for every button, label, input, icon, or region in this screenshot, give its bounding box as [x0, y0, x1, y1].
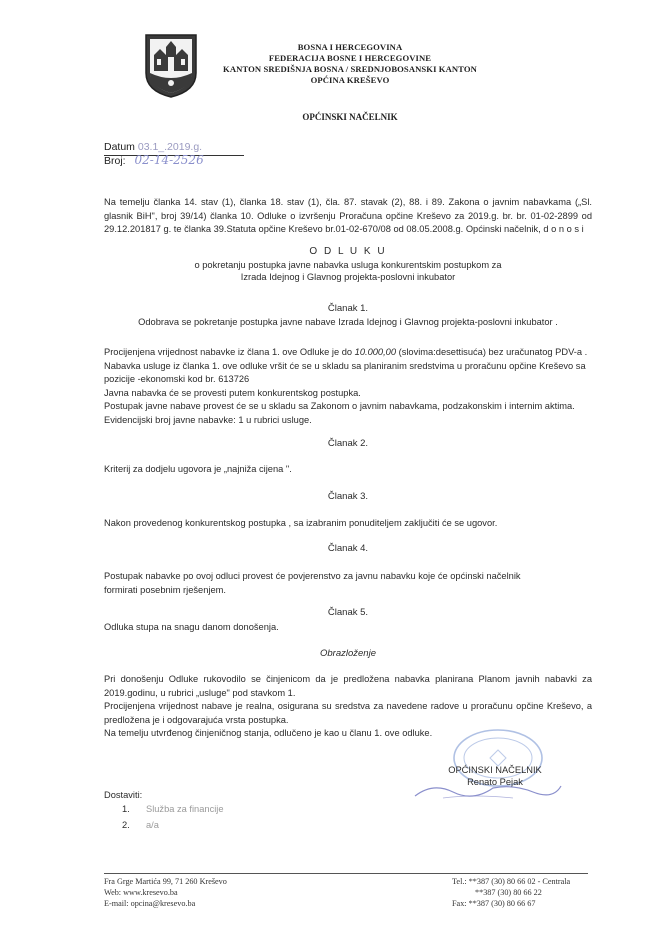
header-canton: KANTON SREDIŠNJA BOSNA / SREDNJOBOSANSKI KANTON — [223, 64, 477, 74]
footer-fax: Fax: **387 (30) 80 66 67 — [452, 899, 536, 908]
broj-row — [104, 153, 204, 167]
distribution-item-2-number: 2. — [122, 820, 130, 830]
procedure-text: Javna nabavka će se provesti putem konkurentskog postupka. — [104, 387, 361, 398]
reasoning-p2: Procijenjena vrijednost nabave je realna, osigurana su sredstva za navedene radove u proračunu opčine Kreševo, a predložena je i odgovarajuća vrsta postupka. — [104, 701, 592, 725]
distribution-item-1-text: Služba za financije — [146, 804, 224, 814]
datum-label: Datum — [104, 141, 135, 153]
article-3-title: Članak 3. — [327, 491, 369, 502]
value-paragraph — [104, 346, 592, 427]
header-federation: FEDERACIJA BOSNE I HERCEGOVINE — [268, 53, 432, 63]
header-country: BOSNA I HERCEGOVINA — [297, 42, 403, 52]
signature-name: Renato Pejak — [467, 777, 523, 787]
article-2-text: Kriterij za dodjelu ugovora je „najniža cijena ". — [104, 464, 292, 474]
municipality-crest-logo — [144, 33, 198, 99]
footer-tel-central: Tel.: **387 (30) 80 66 02 - Centrala — [452, 877, 571, 886]
datum-value: 03.1_.2019.g. — [137, 141, 203, 153]
decision-subtitle-2: Izrada Idejnog i Glavnog projekta-poslovni inkubator — [240, 272, 456, 282]
footer-email: E-mail: opcina@kresevo.ba — [104, 899, 196, 908]
value-prefix: Procijenjena vrijednost nabavke iz člana 1. ove Odluke je do — [104, 347, 355, 357]
value-amount: 10.000,00 — [354, 347, 397, 357]
datum-row — [104, 141, 202, 153]
funding-text: Nabavka usluge iz članka 1. ove odluke vršit će se u skladu sa planiranim sredstvima u proračunu opčine Kreševo sa pozicije -ekonomski kod br. 613726 — [104, 360, 586, 384]
broj-handwritten-value: 02-14-2526 — [134, 153, 204, 167]
signature-title: OPĆINSKI NAČELNIK — [448, 765, 542, 775]
article-2-title: Članak 2. — [327, 438, 369, 449]
footer-address: Fra Grge Martića 99, 71 260 Kreševo — [104, 877, 227, 886]
decision-subtitle-1: o pokretanju postupka javne nabavka usluga konkurentskim postupkom za — [194, 260, 502, 270]
footer-divider — [104, 873, 588, 874]
law-text: Postupak javne nabave provest će se u skladu sa Zakonom o javnim nabavkama, podzakonskim i internim aktima. — [104, 401, 575, 411]
decision-title: O D L U K U — [309, 246, 387, 257]
intro-paragraph: Na temelju članka 14. stav (1), članka 18. stav (1), čla. 87. stavak (2), 88. i 89. Zakona o javnim nabavkama („Sl. glasnik BiH", broj 39/14) članka 10. Odluke o izvršenju Proračuna opčine Kreševo za 2019.g. br. br. 01-02-2899 od 29.12.201817 g. te članka 39.Statuta opčine Kreševo br.01-02-670/08 od 08.05.2008.g. Općinski načelnik, d o n o s i — [104, 197, 592, 234]
estimated-value-line — [104, 346, 592, 360]
article-3-text: Nakon provedenog konkurentskog postupka , sa izabranim ponuditeljem zaključiti će se ugovor. — [104, 518, 498, 528]
footer-tel-2: **387 (30) 80 66 22 — [475, 888, 542, 897]
footer-web: Web: www.kresevo.ba — [104, 888, 178, 897]
distribution-label: Dostaviti: — [104, 790, 143, 800]
article-5-title: Članak 5. — [327, 607, 369, 618]
header-office-title: OPĆINSKI NAČELNIK — [302, 112, 398, 122]
registry-text: Evidencijski broj javne nabavke: 1 u rubrici usluge. — [104, 414, 312, 425]
handwritten-signature — [413, 778, 563, 802]
reasoning-title: Obrazloženje — [320, 648, 376, 659]
article-1-title: Članak 1. — [327, 303, 369, 314]
header-municipality: OPĆINA KREŠEVO — [310, 75, 390, 85]
reasoning-p3: Na temelju utvrđenog činjeničnog stanja, odlučeno je kao u članu 1. ove odluke. — [104, 728, 433, 738]
article-4-text: Postupak nabavke po ovoj odluci provest će povjerenstvo za javnu nabavku koje će općinski načelnik formirati posebnim rješenjem. — [104, 571, 521, 595]
broj-label: Broj: — [104, 155, 126, 167]
value-suffix: (slovima:desettisuća) bez uračunatog PDV-a . — [396, 347, 588, 357]
reasoning-p1: Pri donošenju Odluke rukovodilo se činjenicom da je predložena nabavka planirana Planom javnih nabavki za 2019.godinu, u rubrici „usluge" pod stavkom 1. — [104, 674, 592, 698]
article-4-title: Članak 4. — [327, 543, 369, 554]
article-5-text: Odluka stupa na snagu danom donošenja. — [104, 622, 279, 632]
distribution-item-2-text: a/a — [146, 820, 159, 830]
distribution-item-1-number: 1. — [122, 804, 130, 814]
article-1-text: Odobrava se pokretanje postupka javne nabave Izrada Idejnog i Glavnog projekta-poslovni inkubator . — [138, 317, 558, 327]
